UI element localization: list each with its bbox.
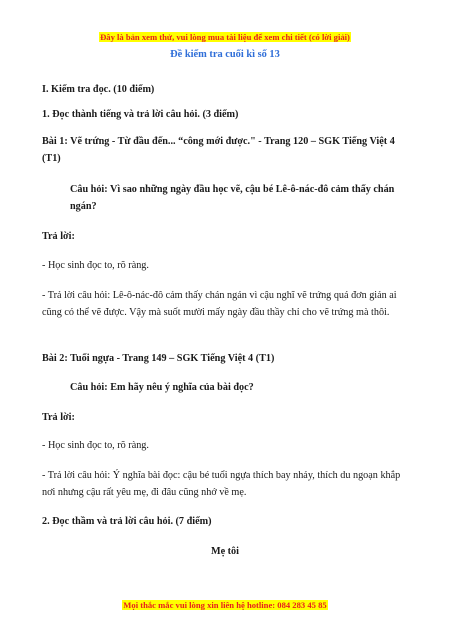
lesson-2-heading: Bài 2: Tuổi ngựa - Trang 149 – SGK Tiếng Việt 4 (T1) xyxy=(42,353,275,364)
lesson-1-answer-label: Trả lời: xyxy=(42,231,75,242)
part-heading: 1. Đọc thành tiếng và trả lời câu hỏi. (3 điểm) xyxy=(42,109,239,120)
lesson-2-question: Câu hỏi: Em hãy nêu ý nghĩa của bài đọc? xyxy=(70,382,254,393)
lesson-2-answer-reply: - Trả lời câu hỏi: Ý nghĩa bài đọc: cậu bé tuổi ngựa thích bay nhảy, thích du ngoạn khắp nơi nhưng cậu rất yêu mẹ, đi đâu cũng nhớ về mẹ. xyxy=(42,470,401,498)
lesson-1-heading: Bài 1: Vẽ trứng - Từ đầu đến... “công mới được." - Trang 120 – SGK Tiếng Việt 4 (T1) xyxy=(42,136,395,164)
lesson-1-question: Câu hỏi: Vì sao những ngày đầu học vẽ, cậu bé Lê-ô-nác-đô cảm thấy chán ngán? xyxy=(70,184,395,212)
lesson-2-answer-label: Trả lời: xyxy=(42,412,75,423)
lesson-2-answer-read: - Học sinh đọc to, rõ ràng. xyxy=(42,440,149,451)
hotline-banner-text: Mọi thắc mắc vui lòng xin liên hệ hotline: 084 283 45 85 xyxy=(123,600,327,610)
exam-title: Đề kiểm tra cuối kì số 13 xyxy=(170,49,280,60)
preview-banner xyxy=(0,32,450,42)
poem-title: Mẹ tôi xyxy=(210,546,239,557)
part-2-heading: 2. Đọc thầm và trả lời câu hỏi. (7 điểm) xyxy=(42,516,212,527)
lesson-1-answer-read: - Học sinh đọc to, rõ ràng. xyxy=(42,260,149,271)
hotline-banner xyxy=(0,600,450,610)
section-heading: I. Kiểm tra đọc. (10 điểm) xyxy=(42,84,155,95)
preview-banner-text: Đây là bản xem thử, vui lòng mua tài liệu để xem chi tiết (có lời giải) xyxy=(100,32,350,42)
lesson-1-answer-reply: - Trả lời câu hỏi: Lê-ô-nác-đô cảm thấy chán ngán vì cậu nghĩ vẽ trứng quá đơn giản ai cũng có thể vẽ được. Vậy mà suốt mười mấy ngày đầu thầy chỉ cho vẽ trứng mà thôi. xyxy=(42,290,397,318)
